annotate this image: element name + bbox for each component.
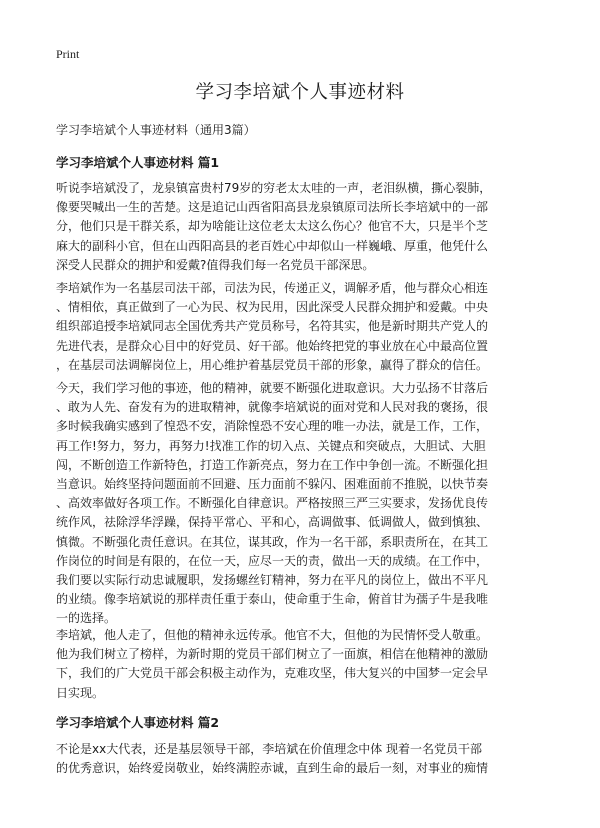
text-line: 多时候我确实感到了惶恐不安，消除惶恐不安心理的唯一办法，就是工作，工作， bbox=[56, 419, 489, 434]
text-line: 像要哭喊出一生的苦楚。这是追记山西省阳高县龙泉镇原司法所长李培斌中的一部 bbox=[56, 200, 489, 215]
text-line: 先进代表，是群众心目中的好党员、好干部。他始终把党的事业放在心中最高位置 bbox=[56, 338, 489, 353]
text-line: 今天，我们学习他的事迹，他的精神，就要不断强化进取意识。大力弘扬不甘落后 bbox=[56, 381, 489, 395]
page-title: 学习李培斌个人事迹材料 bbox=[195, 82, 405, 103]
text-line: 分，他们只是干群关系，却为啥能让这位老太太这么伤心？他官不大，只是半个芝 bbox=[56, 219, 489, 234]
text-line: 作岗位的时间是有限的，在位一天，应尽一天的责，做出一天的成绩。在工作中， bbox=[56, 553, 489, 568]
text-line: 麻大的副科小官，但在山西阳高县的老百姓心中却似山一样巍峨、厚重，他凭什么 bbox=[56, 238, 489, 253]
text-line: 组织部追授李培斌同志全国优秀共产党员称号，名符其实，他是新时期共产党人的 bbox=[56, 319, 489, 334]
text-line: 深受人民群众的拥护和爱戴?值得我们每一名党员干部深思。 bbox=[56, 257, 375, 272]
text-line: 、情相依，真正做到了一心为民、权为民用，因此深受人民群众拥护和爱戴。中央 bbox=[56, 300, 489, 315]
text-line: 统作风，祛除浮华浮躁，保持平常心、平和心，高调做事、低调做人，做到慎独、 bbox=[56, 515, 489, 530]
text-line: 他为我们树立了榜样，为新时期的党员干部们树立了一面旗，相信在他精神的激励 bbox=[56, 647, 489, 662]
section-heading-2: 学习李培斌个人事迹材料 篇2 bbox=[56, 715, 220, 730]
paragraph bbox=[56, 279, 548, 375]
text-line: 当意识。始终坚持问题面前不回避、压力面前不躲闪、困难面前不推脱，以快节奏 bbox=[56, 477, 489, 492]
text-line: 的业绩。像李培斌说的那样责任重于泰山，使命重于生命，俯首甘为孺子牛是我唯 bbox=[56, 592, 489, 607]
text-line: 闯，不断创造工作新特色，打造工作新亮点，努力在工作中争创一流。不断强化担 bbox=[56, 457, 489, 472]
text-line: 不论是xx大代表，还是基层领导干部，李培斌在价值理念中体 现着一名党员干部 bbox=[56, 742, 483, 756]
paragraph bbox=[56, 379, 548, 629]
text-line: 李培斌，他人走了，但他的精神永远传承。他官不大，但他的为民情怀受人敬重。 bbox=[56, 628, 489, 642]
text-line: 慎微。不断强化责任意识。在其位，谋其政，作为一名干部，系职责所在，在其工 bbox=[56, 534, 489, 549]
paragraph bbox=[56, 740, 548, 778]
paragraph bbox=[56, 626, 548, 703]
text-line: 的优秀意识，始终爱岗敬业，始终满腔赤诚，直到生命的最后一刻，对事业的痴情 bbox=[56, 761, 489, 776]
text-line: 日实现。 bbox=[56, 685, 105, 700]
print-link[interactable]: Print bbox=[56, 47, 80, 61]
document-subtitle: 学习李培斌个人事迹材料（通用3篇） bbox=[56, 123, 256, 137]
paragraph bbox=[56, 179, 548, 275]
text-line: 听说李培斌没了，龙泉镇富贵村79岁的穷老太太哇的一声，老泪纵横，撕心裂肺， bbox=[56, 181, 492, 195]
text-line: 、敢为人先、奋发有为的进取精神，就像李培斌说的面对党和人民对我的褒扬，很 bbox=[56, 400, 489, 415]
text-line: 李培斌作为一名基层司法干部，司法为民，传递正义，调解矛盾，他与群众心相连 bbox=[56, 281, 489, 295]
text-line: ，在基层司法调解岗位上，用心维护着基层党员干部的形象，赢得了群众的信任。 bbox=[56, 357, 489, 372]
text-line: 我们要以实际行动忠诚履职，发扬螺丝钉精神，努力在平凡的岗位上，做出不平凡 bbox=[56, 573, 489, 588]
text-line: 再工作!努力，努力，再努力!找准工作的切入点、关键点和突破点，大胆试、大胆 bbox=[56, 438, 486, 453]
text-line: 、高效率做好各项工作。不断强化自律意识。严格按照三严三实要求，发扬优良传 bbox=[56, 496, 489, 511]
text-line: 下，我们的广大党员干部会积极主动作为，克难攻坚，伟大复兴的中国梦一定会早 bbox=[56, 666, 489, 681]
section-heading-1: 学习李培斌个人事迹材料 篇1 bbox=[56, 155, 220, 170]
text-line: 一的选择。 bbox=[56, 611, 117, 626]
